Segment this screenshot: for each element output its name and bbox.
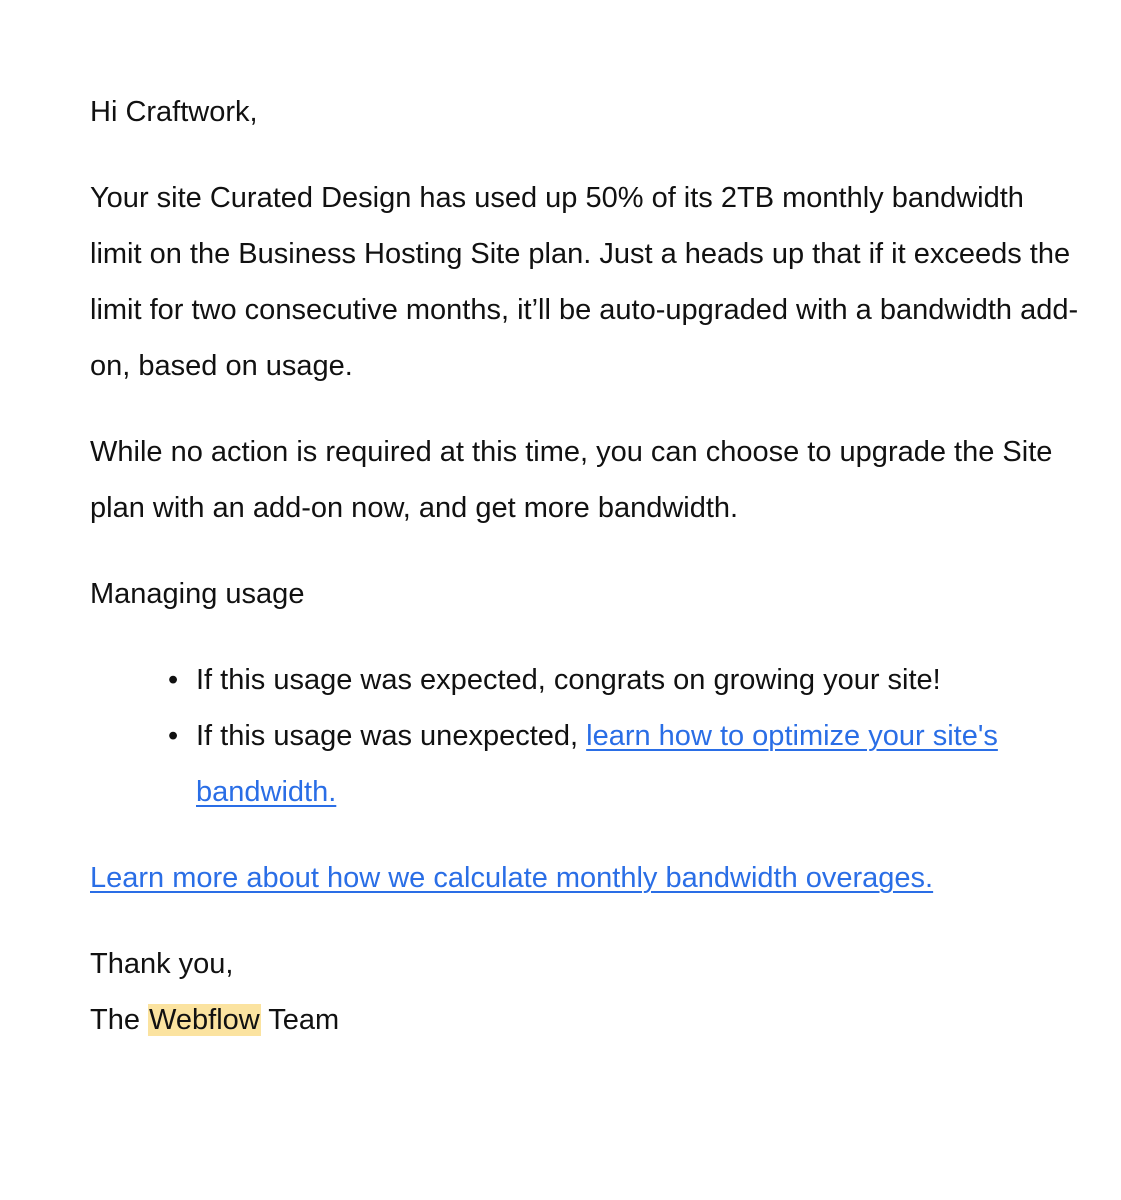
bullet-icon: • <box>168 664 179 696</box>
action-note-paragraph: While no action is required at this time, you can choose to upgrade the Site plan with an add-on now, and get more bandwidth. <box>90 436 1053 524</box>
team-name-highlight: Webflow <box>149 1004 260 1036</box>
section-title: Managing usage <box>90 578 305 610</box>
bullet-icon: • <box>168 720 179 752</box>
list-item <box>168 708 1080 820</box>
greeting: Hi Craftwork, <box>90 96 258 128</box>
usage-list <box>90 652 1080 820</box>
team-suffix: Team <box>260 1004 340 1036</box>
thanks-text: Thank you, <box>90 948 234 980</box>
overages-paragraph <box>90 850 1080 906</box>
optimize-bandwidth-link[interactable]: learn how to optimize your site's bandwidth. <box>196 720 998 808</box>
email-body <box>90 84 1080 1048</box>
signoff <box>90 936 1080 1048</box>
unexpected-usage-text: If this usage was unexpected, <box>196 720 587 752</box>
expected-usage-text: If this usage was expected, congrats on growing your site! <box>196 664 941 696</box>
list-item <box>168 652 1080 708</box>
intro-paragraph: Your site Curated Design has used up 50% of its 2TB monthly bandwidth limit on the Business Hosting Site plan. Just a heads up that if it exceeds the limit for two consecutive months, it’ll be auto-upgraded with a bandwidth add-on, based on usage. <box>90 182 1079 382</box>
bandwidth-overages-link[interactable]: Learn more about how we calculate monthly bandwidth overages. <box>90 862 934 894</box>
team-signature <box>90 992 1080 1048</box>
team-prefix: The <box>90 1004 149 1036</box>
